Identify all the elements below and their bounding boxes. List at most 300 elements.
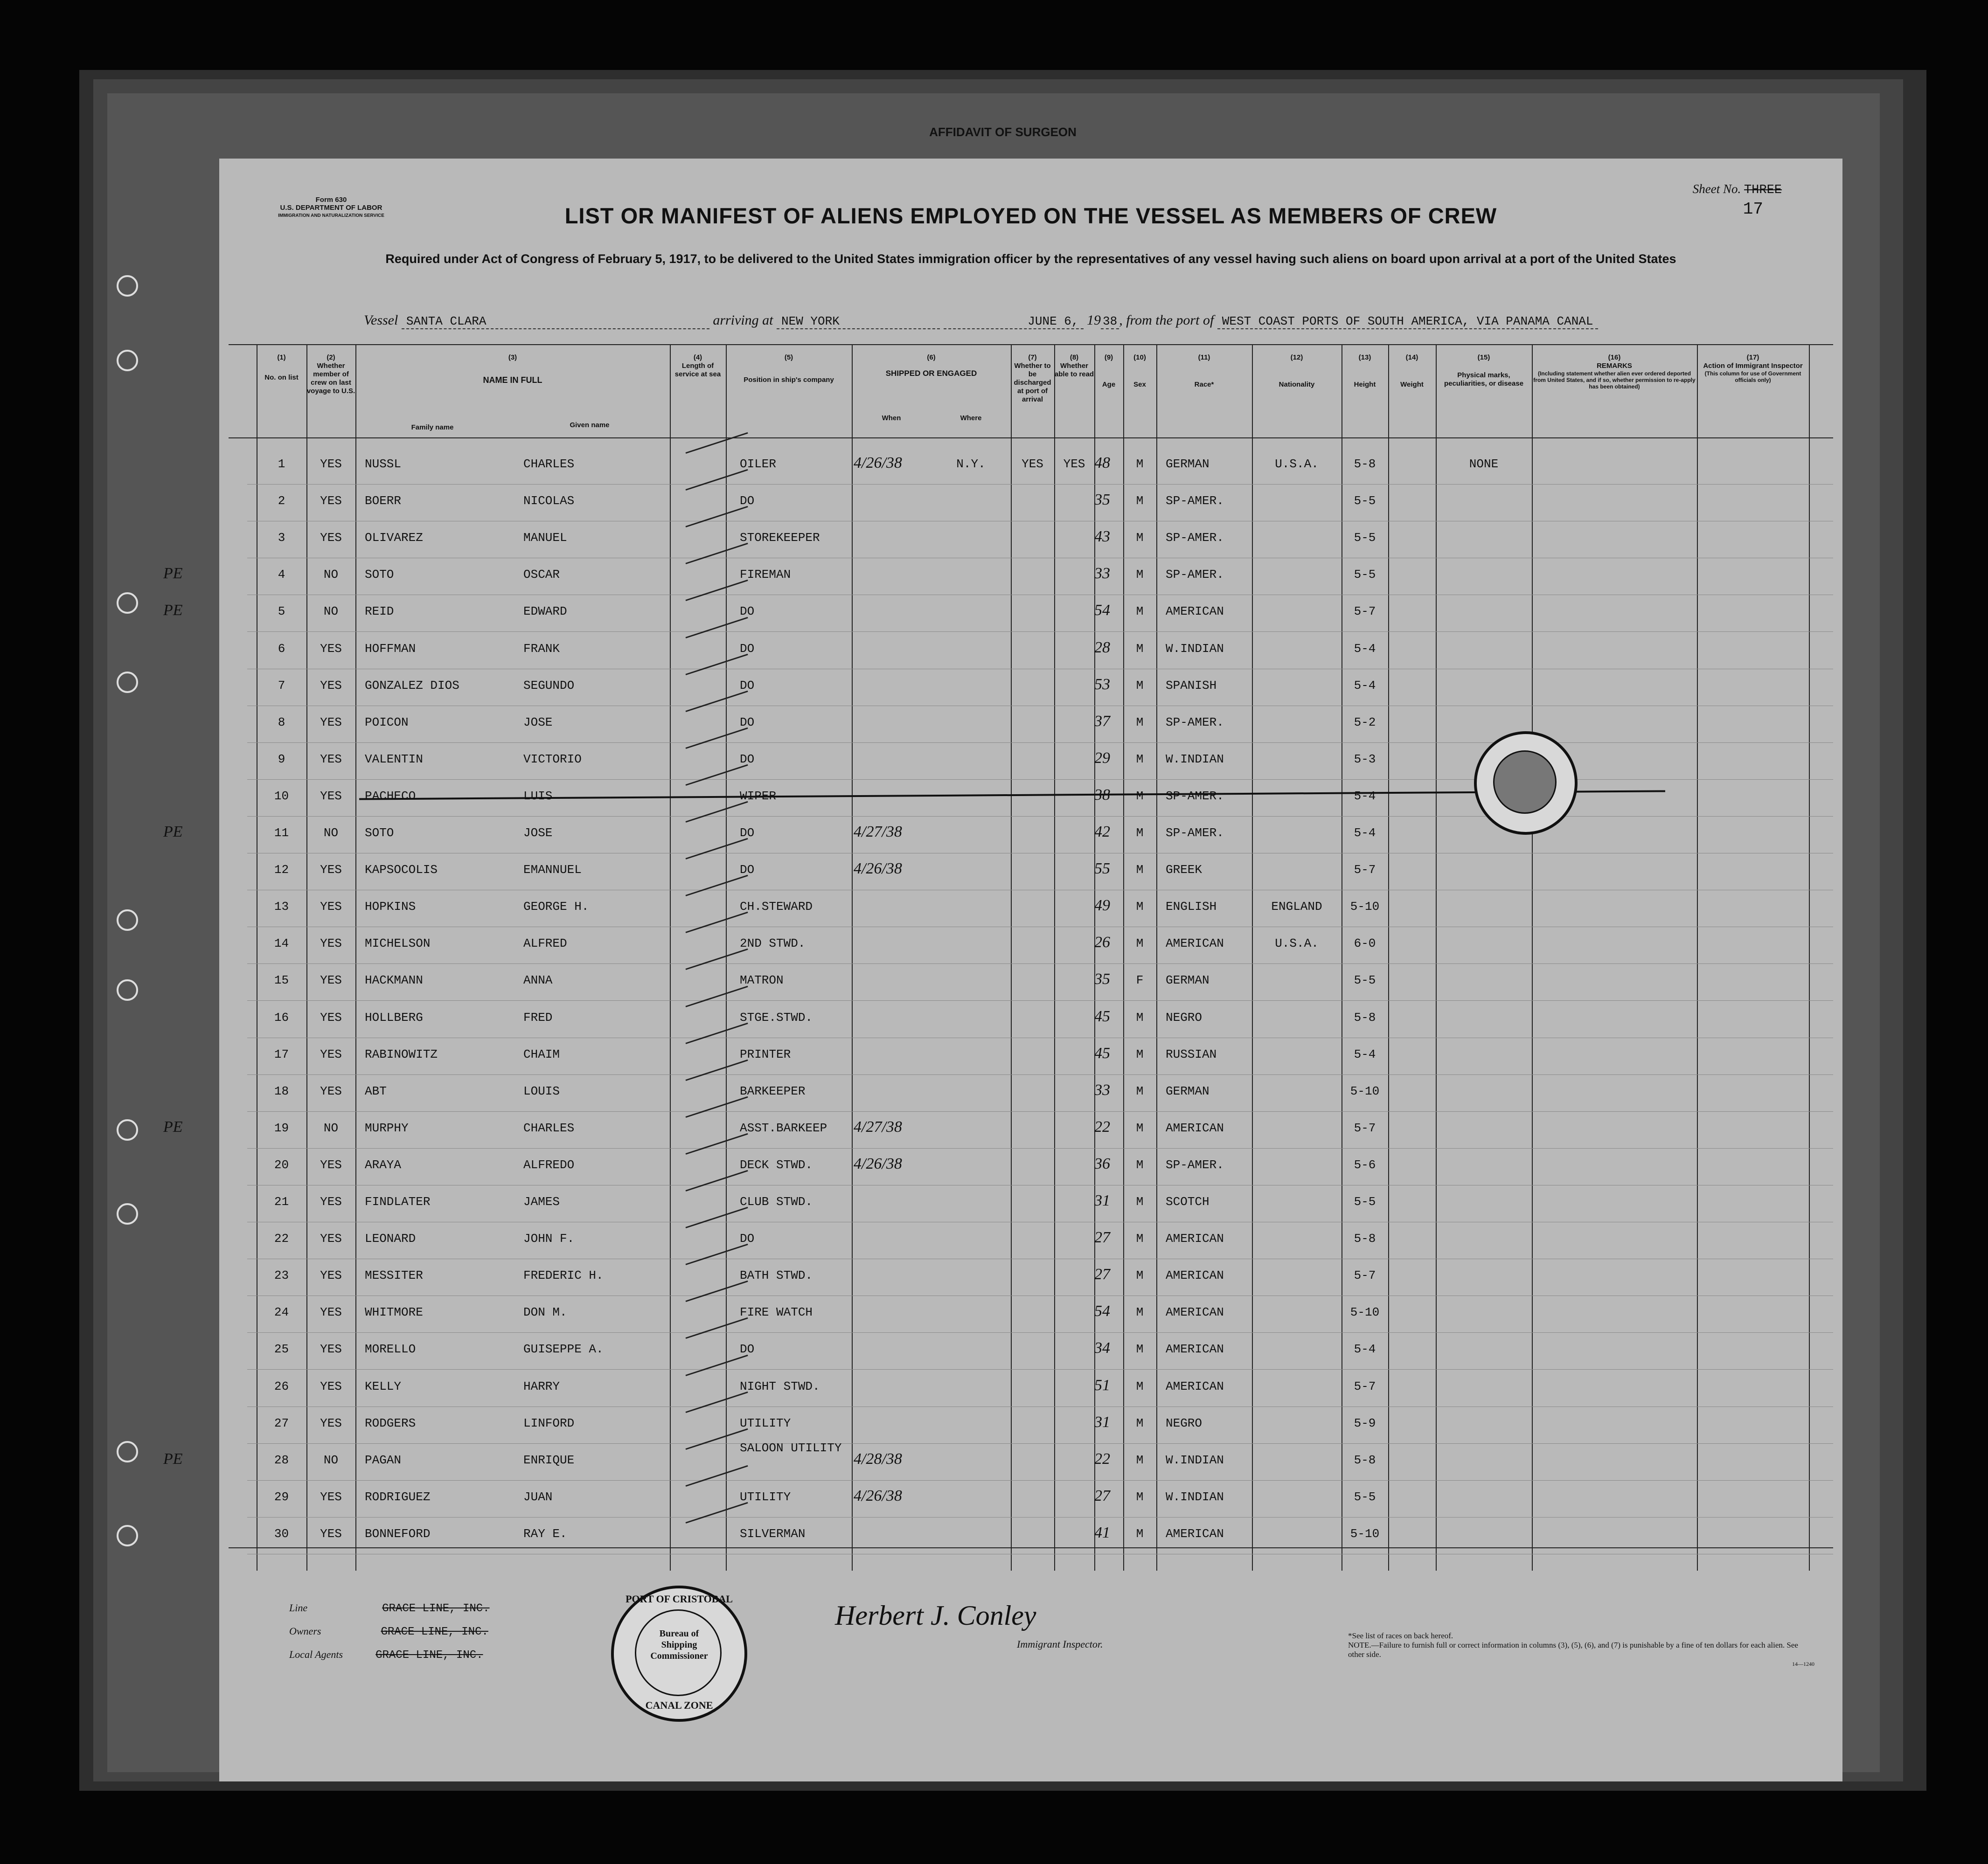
col-title: Whether able to read bbox=[1054, 362, 1094, 378]
cell-position: FIRE WATCH bbox=[740, 1305, 813, 1320]
arrival-date: JUNE 6, bbox=[944, 314, 1084, 329]
cell-age: 33 bbox=[1094, 565, 1110, 582]
cell-height: 5-4 bbox=[1354, 1342, 1376, 1357]
service-slash-mark bbox=[686, 1022, 748, 1044]
cell-family: SOTO bbox=[365, 826, 394, 840]
col-14-header bbox=[1388, 353, 1436, 389]
cell-position: OILER bbox=[740, 457, 777, 471]
cell-race: SP-AMER. bbox=[1166, 715, 1224, 729]
cell-height: 5-7 bbox=[1354, 1121, 1376, 1135]
cell-race: W.INDIAN bbox=[1166, 641, 1224, 656]
cell-race: AMERICAN bbox=[1166, 604, 1224, 619]
cell-age: 34 bbox=[1094, 1339, 1110, 1357]
cell-height: 5-4 bbox=[1354, 1047, 1376, 1061]
cell-sex: M bbox=[1136, 1195, 1144, 1209]
cell-race: NEGRO bbox=[1166, 1416, 1203, 1430]
cell-sex: M bbox=[1136, 789, 1144, 803]
col-number: (1) bbox=[277, 353, 286, 361]
service-slash-mark bbox=[686, 1133, 748, 1155]
cell-crew: NO bbox=[323, 568, 339, 582]
col-number: (14) bbox=[1405, 353, 1418, 361]
cell-no: 12 bbox=[274, 863, 289, 877]
service-slash-mark bbox=[686, 985, 748, 1007]
service-slash-mark bbox=[686, 1354, 748, 1376]
cell-mark: PE bbox=[163, 823, 183, 840]
cell-race: GERMAN bbox=[1166, 1084, 1209, 1098]
cell-given: JOSE bbox=[523, 826, 553, 840]
cell-crew: YES bbox=[320, 752, 342, 766]
fine-note: NOTE.—Failure to furnish full or correct information in columns (3), (5), (6), and (7) is punishable by a fine of ten dollars for each alien. See other side. bbox=[1348, 1641, 1798, 1659]
cell-race: AMERICAN bbox=[1166, 1305, 1224, 1320]
cell-family: BOERR bbox=[365, 494, 402, 508]
column-rule bbox=[726, 344, 727, 1571]
cell-age: 51 bbox=[1094, 1376, 1110, 1394]
cell-crew: YES bbox=[320, 1232, 342, 1246]
col-number: (9) bbox=[1104, 353, 1113, 361]
cell-sex: M bbox=[1136, 715, 1144, 729]
cell-family: PAGAN bbox=[365, 1453, 402, 1467]
footnote bbox=[1348, 1631, 1814, 1669]
cell-position: DO bbox=[740, 1342, 755, 1357]
cell-no: 4 bbox=[278, 568, 285, 582]
col-number: (17) bbox=[1746, 353, 1759, 361]
row-rule bbox=[247, 1111, 1833, 1112]
col-7-header bbox=[1011, 353, 1054, 404]
cell-crew: NO bbox=[323, 604, 339, 619]
cell-when: 4/28/38 bbox=[854, 1450, 902, 1468]
vessel-label: Vessel bbox=[364, 312, 398, 328]
cell-sex: M bbox=[1136, 1342, 1144, 1357]
cell-race: SP-AMER. bbox=[1166, 789, 1224, 803]
cell-given: FRED bbox=[523, 1010, 553, 1025]
cell-no: 29 bbox=[274, 1490, 289, 1504]
owners-value: GRACE LINE, INC. bbox=[381, 1626, 488, 1638]
page-subtitle: Required under Act of Congress of February 5, 1917, to be delivered to the United States immigration officer by the representatives of any vessel having such aliens on board upon arrival at a port of the United States bbox=[385, 252, 1676, 266]
column-rule bbox=[852, 344, 853, 1571]
cell-family: ABT bbox=[365, 1084, 387, 1098]
cell-age: 33 bbox=[1094, 1081, 1110, 1099]
col-title: Whether to be discharged at port of arrival bbox=[1014, 362, 1051, 403]
col-title: Height bbox=[1354, 381, 1376, 388]
where-header: Where bbox=[960, 414, 982, 422]
cell-position: STGE.STWD. bbox=[740, 1010, 813, 1025]
cell-no: 18 bbox=[274, 1084, 289, 1098]
cell-height: 5-4 bbox=[1354, 678, 1376, 693]
cell-sex: M bbox=[1136, 1084, 1144, 1098]
cell-age: 55 bbox=[1094, 860, 1110, 878]
cell-mark: PE bbox=[163, 602, 183, 619]
service-slash-mark bbox=[686, 690, 748, 712]
cell-position: BARKEEPER bbox=[740, 1084, 806, 1098]
row-rule bbox=[247, 1443, 1833, 1444]
cell-sex: M bbox=[1136, 678, 1144, 693]
col-title: Race* bbox=[1194, 381, 1214, 388]
service-slash-mark bbox=[686, 949, 748, 970]
cell-crew: YES bbox=[320, 1379, 342, 1393]
cell-no: 23 bbox=[274, 1268, 289, 1283]
cell-no: 25 bbox=[274, 1342, 289, 1357]
sheet-value: THREE bbox=[1744, 183, 1782, 197]
cell-sex: M bbox=[1136, 1305, 1144, 1320]
row-rule bbox=[247, 779, 1833, 780]
cell-sex: M bbox=[1136, 641, 1144, 656]
cell-given: ENRIQUE bbox=[523, 1453, 575, 1467]
cell-race: AMERICAN bbox=[1166, 1379, 1224, 1393]
cell-age: 45 bbox=[1094, 1044, 1110, 1062]
cell-sex: M bbox=[1136, 1157, 1144, 1172]
cell-family: MICHELSON bbox=[365, 936, 431, 951]
cell-no: 19 bbox=[274, 1121, 289, 1135]
cell-family: REID bbox=[365, 604, 394, 619]
col-title: Physical marks, peculiarities, or disease bbox=[1444, 371, 1524, 388]
cell-height: 5-5 bbox=[1354, 494, 1376, 508]
cell-sex: F bbox=[1136, 973, 1144, 988]
cell-given: CHAIM bbox=[523, 1047, 560, 1061]
service-slash-mark bbox=[686, 1281, 748, 1302]
stamp-center-text: Bureau of Shipping Commissioner bbox=[650, 1628, 708, 1661]
cell-crew: NO bbox=[323, 826, 339, 840]
col-title: Action of Immigrant Inspector bbox=[1703, 362, 1803, 370]
cell-family: FINDLATER bbox=[365, 1195, 431, 1209]
cell-race: AMERICAN bbox=[1166, 936, 1224, 951]
table-rule bbox=[229, 1547, 1833, 1548]
cell-age: 31 bbox=[1094, 1192, 1110, 1209]
from-port-label: , from the port of bbox=[1119, 312, 1214, 328]
cell-height: 5-7 bbox=[1354, 604, 1376, 619]
binder-hole bbox=[117, 592, 138, 614]
cell-crew: YES bbox=[320, 1416, 342, 1430]
cell-given: VICTORIO bbox=[523, 752, 582, 766]
binder-hole bbox=[117, 350, 138, 371]
cell-no: 22 bbox=[274, 1232, 289, 1246]
cell-crew: YES bbox=[320, 1195, 342, 1209]
cell-when: 4/27/38 bbox=[854, 823, 902, 840]
cell-no: 5 bbox=[278, 604, 285, 619]
service-slash-mark bbox=[686, 469, 748, 491]
cell-height: 5-5 bbox=[1354, 1195, 1376, 1209]
cell-discharge: YES bbox=[1022, 457, 1043, 471]
cell-given: GEORGE H. bbox=[523, 900, 589, 914]
cell-no: 26 bbox=[274, 1379, 289, 1393]
cell-no: 17 bbox=[274, 1047, 289, 1061]
binder-hole bbox=[117, 1525, 138, 1546]
service-slash-mark bbox=[686, 1207, 748, 1228]
cell-height: 5-7 bbox=[1354, 1379, 1376, 1393]
cell-crew: YES bbox=[320, 1490, 342, 1504]
cell-position: DO bbox=[740, 641, 755, 656]
col-title: Whether member of crew on last voyage to U.S. bbox=[306, 362, 355, 395]
cell-crew: YES bbox=[320, 1084, 342, 1098]
cell-height: 6-0 bbox=[1354, 936, 1376, 951]
col-11-header bbox=[1156, 353, 1252, 389]
cell-sex: M bbox=[1136, 1453, 1144, 1467]
column-rule bbox=[1809, 344, 1810, 1571]
column-rule bbox=[1054, 344, 1055, 1571]
cell-sex: M bbox=[1136, 936, 1144, 951]
service-slash-mark bbox=[686, 1428, 748, 1449]
cell-no: 15 bbox=[274, 973, 289, 988]
sheet-label: Sheet No. bbox=[1692, 182, 1741, 196]
cell-sex: M bbox=[1136, 1490, 1144, 1504]
inspector-label: Immigrant Inspector. bbox=[1017, 1638, 1103, 1650]
cell-sex: M bbox=[1136, 1010, 1144, 1025]
col-title: Length of service at sea bbox=[674, 362, 721, 378]
cell-sex: M bbox=[1136, 1526, 1144, 1541]
cell-position: STOREKEEPER bbox=[740, 531, 820, 545]
cell-position: CH.STEWARD bbox=[740, 900, 813, 914]
manifest-page bbox=[163, 159, 1842, 1781]
cell-age: 54 bbox=[1094, 1303, 1110, 1320]
cell-race: SP-AMER. bbox=[1166, 531, 1224, 545]
cell-crew: YES bbox=[320, 494, 342, 508]
col-3-header bbox=[355, 353, 670, 431]
cell-family: GONZALEZ DIOS bbox=[365, 678, 459, 693]
cell-position: BATH STWD. bbox=[740, 1268, 813, 1283]
cell-sex: M bbox=[1136, 1121, 1144, 1135]
cell-position: PRINTER bbox=[740, 1047, 791, 1061]
arriving-label: arriving at bbox=[713, 312, 773, 328]
row-rule bbox=[247, 1517, 1833, 1518]
table-rule bbox=[229, 344, 1833, 345]
sheet-page-number: 17 bbox=[1743, 200, 1763, 219]
row-rule bbox=[247, 1332, 1833, 1333]
cell-crew: YES bbox=[320, 789, 342, 803]
print-code: 14—1240 bbox=[1792, 1661, 1814, 1667]
cell-race: NEGRO bbox=[1166, 1010, 1203, 1025]
cell-height: 5-8 bbox=[1354, 457, 1376, 471]
cell-race: SP-AMER. bbox=[1166, 568, 1224, 582]
cell-height: 5-9 bbox=[1354, 1416, 1376, 1430]
cell-mark: PE bbox=[163, 1118, 183, 1136]
cell-position: NIGHT STWD. bbox=[740, 1379, 820, 1393]
row-rule bbox=[247, 1480, 1833, 1481]
col-5-header bbox=[726, 353, 852, 384]
col-number: (11) bbox=[1198, 353, 1210, 361]
cell-sex: M bbox=[1136, 531, 1144, 545]
service-slash-mark bbox=[686, 764, 748, 786]
round-stamp-american-consulate bbox=[1474, 731, 1578, 835]
column-rule bbox=[670, 344, 671, 1571]
cell-given: FREDERIC H. bbox=[523, 1268, 604, 1283]
cell-given: EDWARD bbox=[523, 604, 567, 619]
col-title: SHIPPED OR ENGAGED bbox=[885, 369, 977, 378]
cell-crew: YES bbox=[320, 457, 342, 471]
service-slash-mark bbox=[686, 1244, 748, 1265]
row-rule bbox=[247, 1074, 1833, 1075]
cell-height: 5-10 bbox=[1350, 900, 1380, 914]
service-slash-mark bbox=[686, 617, 748, 638]
cell-no: 10 bbox=[274, 789, 289, 803]
col-number: (16) bbox=[1608, 353, 1621, 361]
cell-given: JUAN bbox=[523, 1490, 553, 1504]
cell-position: DO bbox=[740, 752, 755, 766]
cell-given: MANUEL bbox=[523, 531, 567, 545]
cell-no: 20 bbox=[274, 1157, 289, 1172]
sheet-number-label bbox=[1693, 182, 1782, 197]
cell-age: 26 bbox=[1094, 934, 1110, 951]
cell-position: UTILITY bbox=[740, 1490, 791, 1504]
cell-family: PACHECO bbox=[365, 789, 416, 803]
cell-given: DON M. bbox=[523, 1305, 567, 1320]
cell-given: RAY E. bbox=[523, 1526, 567, 1541]
binder-hole bbox=[117, 1203, 138, 1225]
cell-given: EMANNUEL bbox=[523, 863, 582, 877]
agents-value: GRACE LINE, INC. bbox=[375, 1649, 483, 1662]
col-number: (2) bbox=[327, 353, 335, 361]
col-number: (10) bbox=[1133, 353, 1146, 361]
cell-position: MATRON bbox=[740, 973, 784, 988]
service-slash-mark bbox=[686, 580, 748, 601]
cell-crew: NO bbox=[323, 1453, 339, 1467]
cell-height: 5-8 bbox=[1354, 1010, 1376, 1025]
service-slash-mark bbox=[686, 838, 748, 859]
cell-family: HACKMANN bbox=[365, 973, 423, 988]
cell-no: 7 bbox=[278, 678, 285, 693]
vessel-line bbox=[364, 312, 1810, 331]
cell-height: 5-7 bbox=[1354, 1268, 1376, 1283]
service-slash-mark bbox=[686, 728, 748, 749]
affidavit-label: AFFIDAVIT OF SURGEON bbox=[929, 125, 1077, 139]
cell-family: RABINOWITZ bbox=[365, 1047, 438, 1061]
cell-family: HOLLBERG bbox=[365, 1010, 423, 1025]
service-slash-mark bbox=[686, 1391, 748, 1413]
binder-hole bbox=[117, 909, 138, 931]
cell-position: WIPER bbox=[740, 789, 777, 803]
cell-race: GERMAN bbox=[1166, 973, 1209, 988]
cell-family: WHITMORE bbox=[365, 1305, 423, 1320]
cell-height: 5-4 bbox=[1354, 826, 1376, 840]
cell-given: NICOLAS bbox=[523, 494, 575, 508]
cell-race: W.INDIAN bbox=[1166, 1453, 1224, 1467]
col-title: Weight bbox=[1400, 381, 1424, 388]
binder-hole bbox=[117, 979, 138, 1001]
cell-family: BONNEFORD bbox=[365, 1526, 431, 1541]
cell-race: SP-AMER. bbox=[1166, 826, 1224, 840]
cell-sex: M bbox=[1136, 1232, 1144, 1246]
cell-sex: M bbox=[1136, 826, 1144, 840]
col-number: (13) bbox=[1358, 353, 1371, 361]
cell-height: 5-8 bbox=[1354, 1232, 1376, 1246]
cell-position: DO bbox=[740, 604, 755, 619]
cell-crew: YES bbox=[320, 1010, 342, 1025]
col-4-header bbox=[670, 353, 726, 379]
arrival-year: 38 bbox=[1101, 314, 1119, 329]
cell-age: 38 bbox=[1094, 786, 1110, 804]
col-6-header bbox=[852, 353, 1011, 422]
cell-race: AMERICAN bbox=[1166, 1121, 1224, 1135]
cell-given: CHARLES bbox=[523, 1121, 575, 1135]
cell-mark: PE bbox=[163, 1450, 183, 1468]
agents-label: Local Agents bbox=[289, 1649, 343, 1660]
cell-family: LEONARD bbox=[365, 1232, 416, 1246]
cell-family: KAPSOCOLIS bbox=[365, 863, 438, 877]
vessel-name: SANTA CLARA bbox=[402, 314, 709, 329]
cell-no: 8 bbox=[278, 715, 285, 729]
service-slash-mark bbox=[686, 1096, 748, 1118]
cell-given: LINFORD bbox=[523, 1416, 575, 1430]
cell-race: W.INDIAN bbox=[1166, 1490, 1224, 1504]
cell-position: DO bbox=[740, 494, 755, 508]
cell-position: FIREMAN bbox=[740, 568, 791, 582]
cell-sex: M bbox=[1136, 863, 1144, 877]
row-rule bbox=[247, 742, 1833, 743]
service-slash-mark bbox=[686, 1059, 748, 1081]
owners-field bbox=[289, 1625, 488, 1638]
cell-family: NUSSL bbox=[365, 457, 402, 471]
cell-when: 4/26/38 bbox=[854, 454, 902, 471]
cell-family: RODGERS bbox=[365, 1416, 416, 1430]
cell-given: ALFREDO bbox=[523, 1157, 575, 1172]
col-title: NAME IN FULL bbox=[483, 375, 542, 385]
cell-age: 35 bbox=[1094, 491, 1110, 509]
table-rule bbox=[229, 437, 1833, 438]
cell-no: 16 bbox=[274, 1010, 289, 1025]
column-rule bbox=[1011, 344, 1012, 1571]
col-10-header bbox=[1123, 353, 1156, 389]
cell-no: 13 bbox=[274, 900, 289, 914]
cell-crew: YES bbox=[320, 678, 342, 693]
cell-crew: YES bbox=[320, 863, 342, 877]
cell-no: 3 bbox=[278, 531, 285, 545]
cell-position: ASST.BARKEEP bbox=[740, 1121, 827, 1135]
cell-sex: M bbox=[1136, 1047, 1144, 1061]
cell-age: 48 bbox=[1094, 454, 1110, 471]
cell-crew: YES bbox=[320, 1342, 342, 1357]
cell-age: 36 bbox=[1094, 1155, 1110, 1172]
cell-given: GUISEPPE A. bbox=[523, 1342, 604, 1357]
cell-age: 31 bbox=[1094, 1413, 1110, 1431]
crew-table bbox=[163, 344, 1842, 1571]
col-number: (15) bbox=[1477, 353, 1490, 361]
cell-age: 49 bbox=[1094, 897, 1110, 915]
row-rule bbox=[247, 484, 1833, 485]
cell-no: 28 bbox=[274, 1453, 289, 1467]
cell-family: SOTO bbox=[365, 568, 394, 582]
column-rule bbox=[1697, 344, 1698, 1571]
page-title: LIST OR MANIFEST OF ALIENS EMPLOYED ON THE VESSEL AS MEMBERS OF CREW bbox=[564, 203, 1497, 228]
cell-sex: M bbox=[1136, 900, 1144, 914]
cell-position: DO bbox=[740, 863, 755, 877]
cell-age: 43 bbox=[1094, 528, 1110, 546]
binder-hole bbox=[117, 1119, 138, 1141]
cell-family: ARAYA bbox=[365, 1157, 402, 1172]
col-2-header bbox=[306, 353, 355, 395]
col-1-header bbox=[257, 353, 306, 382]
row-rule bbox=[247, 631, 1833, 632]
cell-crew: YES bbox=[320, 973, 342, 988]
cell-age: 42 bbox=[1094, 823, 1110, 840]
col-number: (5) bbox=[784, 353, 793, 361]
cell-given: ANNA bbox=[523, 973, 553, 988]
cell-given: JAMES bbox=[523, 1195, 560, 1209]
cell-height: 5-4 bbox=[1354, 789, 1376, 803]
col-number: (4) bbox=[693, 353, 702, 361]
col-title: Sex bbox=[1133, 381, 1146, 388]
service-slash-mark bbox=[686, 1170, 748, 1192]
col-12-header bbox=[1252, 353, 1342, 389]
races-note: *See list of races on back hereof. bbox=[1348, 1631, 1453, 1640]
cell-given: LOUIS bbox=[523, 1084, 560, 1098]
cell-nat: ENGLAND bbox=[1271, 900, 1322, 914]
inspector-signature: Herbert J. Conley bbox=[835, 1600, 1036, 1631]
cell-given: SEGUNDO bbox=[523, 678, 575, 693]
binder-hole bbox=[117, 672, 138, 693]
column-rule bbox=[355, 344, 356, 1571]
cell-age: 27 bbox=[1094, 1266, 1110, 1283]
cell-height: 5-8 bbox=[1354, 1453, 1376, 1467]
stamp-top-text: PORT OF CRISTOBAL bbox=[626, 1593, 733, 1605]
cell-position: UTILITY bbox=[740, 1416, 791, 1430]
